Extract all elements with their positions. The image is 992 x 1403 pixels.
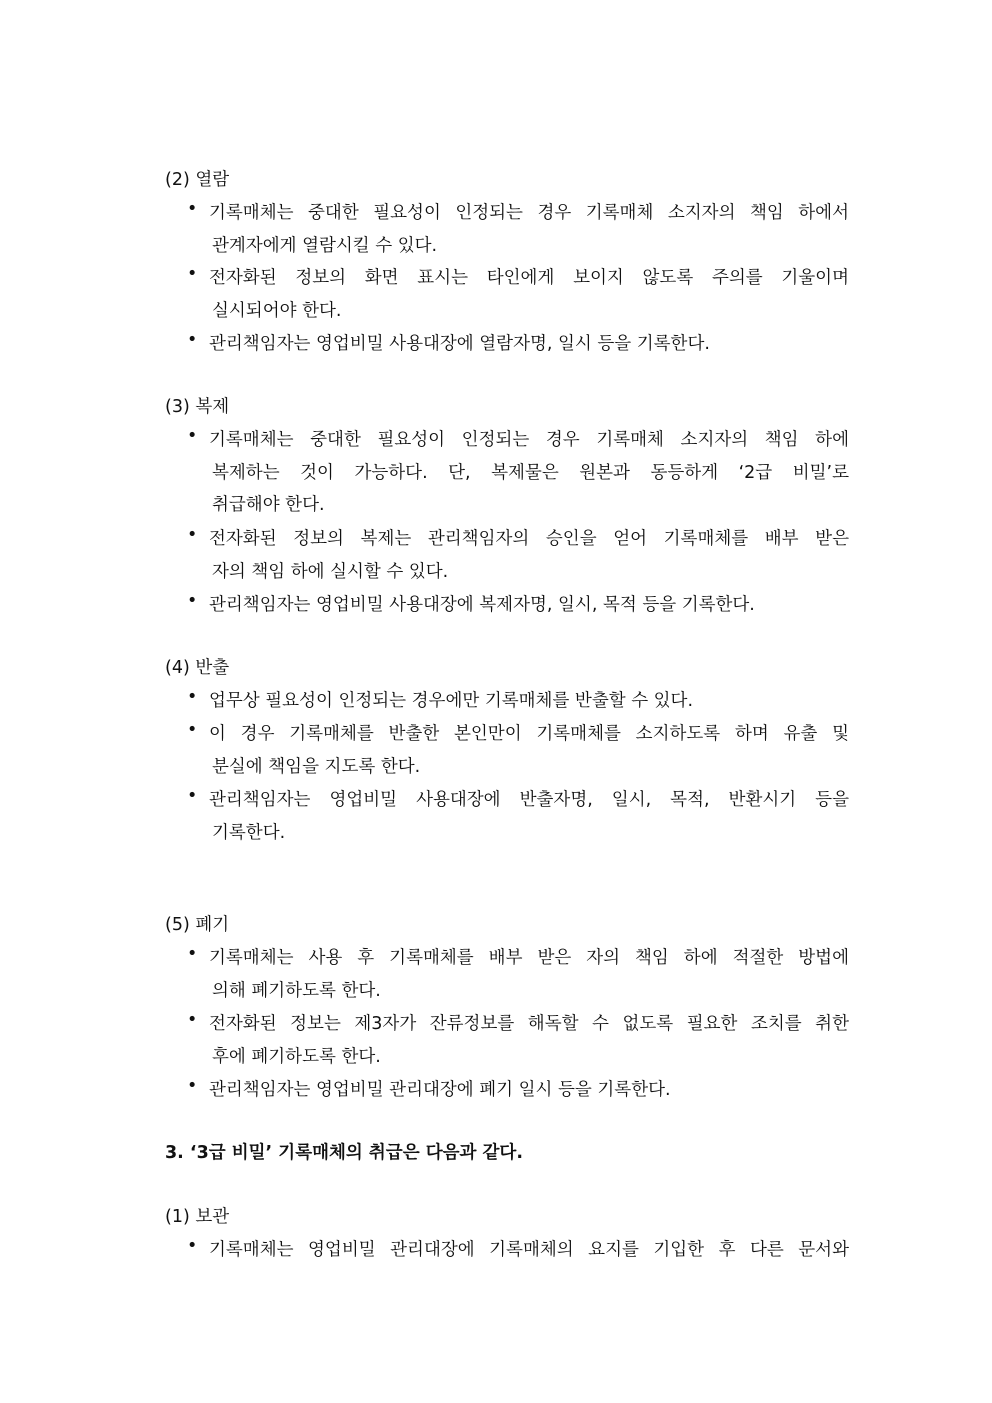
list-item-text: 후에 폐기하도록 한다.: [212, 1047, 381, 1067]
list-item: [187, 786, 849, 842]
list-item: [187, 1236, 849, 1260]
list-item-text: 전자화된 정보의 화면 표시는 타인에게 보이지 않도록 주의를 기울이며: [209, 268, 849, 288]
list-item-text: 의해 폐기하도록 한다.: [212, 981, 381, 1001]
list-item: [187, 330, 849, 354]
list-item-text: 기록매체는 영업비밀 관리대장에 기록매체의 요지를 기입한 후 다른 문서와: [209, 1240, 849, 1260]
list-item: [187, 591, 849, 615]
list-item-text: 자의 책임 하에 실시할 수 있다.: [212, 562, 449, 582]
main-heading: 3. ‘3급 비밀’ 기록매체의 취급은 다음과 같다.: [165, 1143, 523, 1163]
list-item: [187, 687, 849, 711]
section-heading: (2) 열람: [165, 170, 230, 190]
bullet-icon: •: [187, 264, 198, 284]
list-item-text: 취급해야 한다.: [212, 495, 325, 515]
bullet-icon: •: [187, 1236, 198, 1256]
bullet-icon: •: [187, 1010, 198, 1030]
list-item-text: 관리책임자는 영업비밀 관리대장에 폐기 일시 등을 기록한다.: [209, 1080, 671, 1100]
list-item-text: 기록한다.: [212, 823, 286, 843]
list-item-text: 복제하는 것이 가능하다. 단, 복제물은 원본과 동등하게 ‘2급 비밀’로: [212, 463, 849, 483]
list-item-text: 업무상 필요성이 인정되는 경우에만 기록매체를 반출할 수 있다.: [209, 691, 694, 711]
bullet-icon: •: [187, 591, 198, 611]
bullet-icon: •: [187, 687, 198, 707]
list-item-text: 관리책임자는 영업비밀 사용대장에 열람자명, 일시 등을 기록한다.: [209, 334, 710, 354]
list-item: [187, 1076, 849, 1100]
bullet-icon: •: [187, 786, 198, 806]
list-item-text: 기록매체는 중대한 필요성이 인정되는 경우 기록매체 소지자의 책임 하에: [209, 430, 849, 450]
bullet-icon: •: [187, 426, 198, 446]
list-item-text: 전자화된 정보는 제3자가 잔류정보를 해독할 수 없도록 필요한 조치를 취한: [209, 1014, 849, 1034]
bullet-icon: •: [187, 199, 198, 219]
bullet-icon: •: [187, 944, 198, 964]
list-item: [187, 426, 849, 516]
section-heading: (5) 폐기: [165, 915, 230, 935]
list-item-text: 실시되어야 한다.: [212, 301, 342, 321]
list-item: [187, 1010, 849, 1066]
list-item-text: 이 경우 기록매체를 반출한 본인만이 기록매체를 소지하도록 하며 유출 및: [209, 724, 849, 744]
list-item: [187, 944, 849, 1000]
list-item: [187, 199, 849, 255]
bullet-icon: •: [187, 1076, 198, 1096]
list-item-text: 기록매체는 중대한 필요성이 인정되는 경우 기록매체 소지자의 책임 하에서: [209, 203, 849, 223]
bullet-icon: •: [187, 330, 198, 350]
list-item-text: 관리책임자는 영업비밀 사용대장에 복제자명, 일시, 목적 등을 기록한다.: [209, 595, 755, 615]
list-item-text: 관계자에게 열람시킬 수 있다.: [212, 236, 438, 256]
list-item: [187, 720, 849, 776]
section-heading: (4) 반출: [165, 658, 230, 678]
list-item: [187, 525, 849, 581]
list-item-text: 분실에 책임을 지도록 한다.: [212, 757, 421, 777]
list-item-text: 전자화된 정보의 복제는 관리책임자의 승인을 얻어 기록매체를 배부 받은: [209, 529, 849, 549]
bullet-icon: •: [187, 720, 198, 740]
list-item-text: 기록매체는 사용 후 기록매체를 배부 받은 자의 책임 하에 적절한 방법에: [209, 948, 849, 968]
bullet-icon: •: [187, 525, 198, 545]
list-item: [187, 264, 849, 320]
section-heading: (1) 보관: [165, 1207, 230, 1227]
list-item-text: 관리책임자는 영업비밀 사용대장에 반출자명, 일시, 목적, 반환시기 등을: [209, 790, 849, 810]
section-heading: (3) 복제: [165, 397, 230, 417]
